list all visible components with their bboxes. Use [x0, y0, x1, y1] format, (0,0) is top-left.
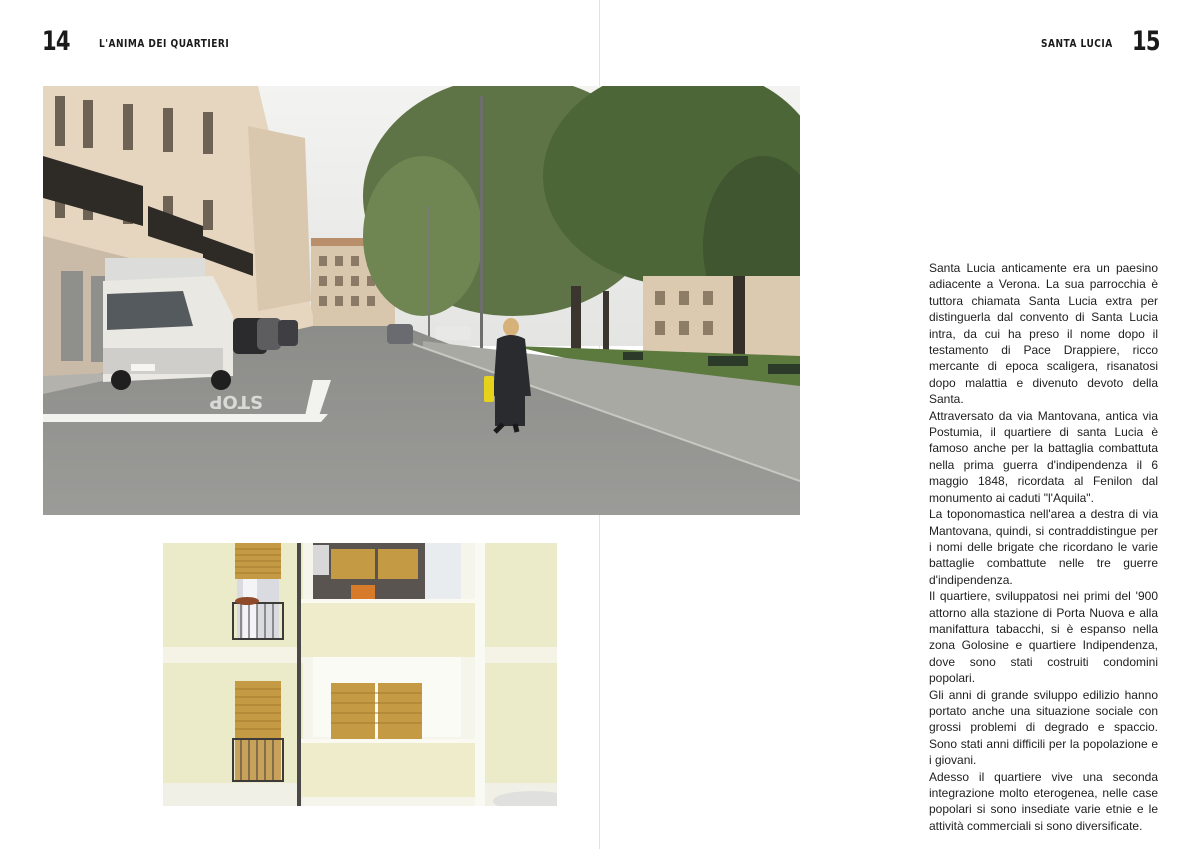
article-paragraph: Gli anni di grande sviluppo edilizio hanno portato anche una situazione sociale con grossi problemi di degrado e spaccio. Sono stati anni difficili per la popolazione e i giovani. — [929, 687, 1158, 768]
street-photo — [43, 86, 800, 515]
page-number-right: 15 — [1132, 26, 1160, 57]
running-head-right: SANTA LUCIA — [1041, 37, 1113, 50]
article-paragraph: Adesso il quartiere vive una seconda integrazione molto eterogenea, nelle case popolari si sono insediate varie etnie e le attività commerciali si sono diversificate. — [929, 769, 1158, 833]
article-body — [929, 260, 1158, 834]
article-paragraph: Santa Lucia anticamente era un paesino adiacente a Verona. La sua parrocchia è tuttora chiamata Santa Lucia extra per distinguerla dal convento di Santa Lucia intra, da cui ha preso il nome dopo il testamento di Pace Drappiere, ricco mercante di epoca scaligera, risanatosi dopo malattia e divenuto devoto della Santa. — [929, 261, 1158, 407]
article-paragraph: La toponomastica nell'area a destra di via Mantovana, quindi, si contraddistingue per i nomi delle brigate che ricordano le varie battaglie combattute nelle tre guerre d'indipendenza. — [929, 507, 1158, 587]
article-paragraph: Il quartiere, sviluppatosi nei primi del '900 attorno alla stazione di Porta Nuova e alla manifattura tabacchi, si è espanso nella zona Golosine e quartiere Indipendenza, dove sono stati costruiti condomini popolari. — [929, 589, 1158, 686]
article-paragraph: Attraversato da via Mantovana, antica via Postumia, il quartiere di santa Lucia è famoso anche per la battaglia combattuta nella prima guerra d'indipendenza il 6 maggio 1848, ricordata al Fenilon dal monumento ai caduti "l'Aquila". — [929, 408, 1158, 505]
running-head-left: L'ANIMA DEI QUARTIERI — [99, 37, 230, 50]
road-marking-text: STOP — [209, 391, 263, 412]
page-number-left: 14 — [42, 26, 70, 57]
facade-photo — [163, 543, 557, 806]
